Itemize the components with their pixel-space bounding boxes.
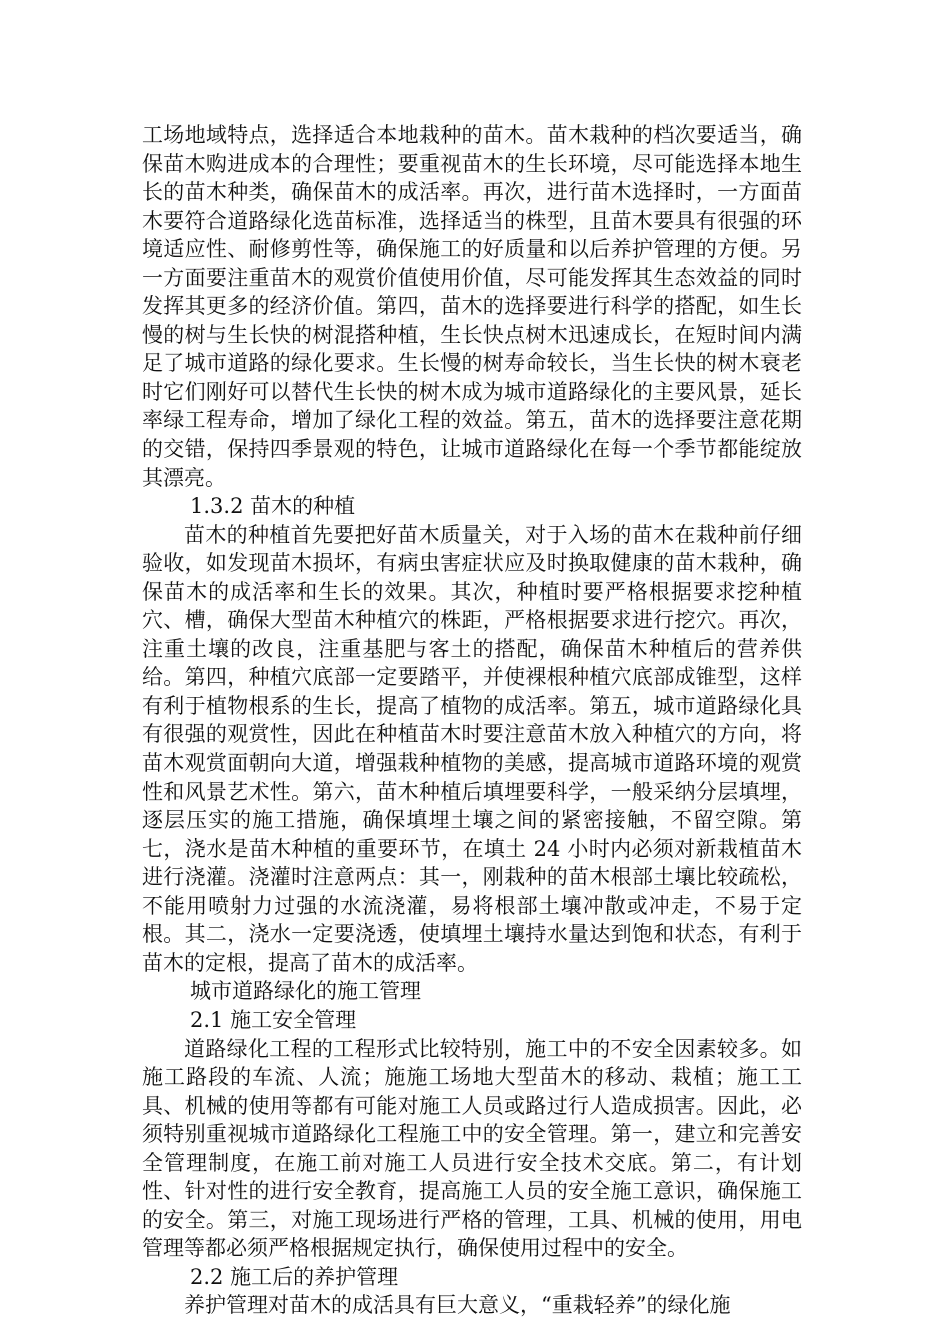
section-heading-1-3-2: 1.3.2 苗木的种植 [190,494,356,519]
section-heading-2-1: 2.1 施工安全管理 [190,1007,357,1032]
body-paragraph: 苗木的种植首先要把好苗木质量关，对于入场的苗木在栽种前仔细验收，如发现苗木损坏，有病虫害症状应及时换取健康的苗木栽种，确保苗木的成活率和生长的效果。其次，种植时要严格根据要求挖种植穴、槽，确保大型苗木种植穴的株距，严格根据要求进行挖穴。再次，注重土壤的改良，注重基肥与客土的搭配，确保苗木种植后的营养供给。第四，种植穴底部一定要踏平，并使裸根种植穴底部成锥型，这样有利于植物根系的生长，提高了植物的成活率。第五，城市道路绿化具有很强的观赏性，因此在种植苗木时要注意苗木放入种植穴的方向，将苗木观赏面朝向大道，增强栽种植物的美感，提高城市道路环境的观赏性和风景艺术性。第六，苗木种植后填埋要科学，一般采纳分层填埋，逐层压实的施工措施，确保填埋土壤之间的紧密接触，不留空隙。第七，浇水是苗木种植的重要环节，在填土 24 小时内必须对新栽植苗木进行浇灌。浇灌时注意两点：其一，刚栽种的苗木根部土壤比较疏松，不能用喷射力过强的水流浇灌，易将根部土壤冲散或冲走，不易于定根。其二，浇水一定要浇透，使填埋土壤持水量达到饱和状态，有利于苗木的定根，提高了苗木的成活率。 [142,522,802,975]
chapter-heading: 城市道路绿化的施工管理 [190,979,421,1004]
section-heading-2-2: 2.2 施工后的养护管理 [190,1264,399,1289]
body-paragraph: 养护管理对苗木的成活具有巨大意义，“重栽轻养”的绿化施 [184,1293,731,1318]
body-paragraph: 工场地域特点，选择适合本地栽种的苗木。苗木栽种的档次要适当，确保苗木购进成本的合理性；要重视苗木的生长环境，尽可能选择本地生长的苗木种类，确保苗木的成活率。再次，进行苗木选择时，一方面苗木要符合道路绿化选苗标准，选择适当的株型，且苗木要具有很强的环境适应性、耐修剪性等，确保施工的好质量和以后养护管理的方便。另一方面要注重苗木的观赏价值使用价值，尽可能发挥其生态效益的同时发挥其更多的经济价值。第四，苗木的选择要进行科学的搭配，如生长慢的树与生长快的树混搭种植，生长快点树木迅速成长，在短时间内满足了城市道路的绿化要求。生长慢的树寿命较长，当生长快的树木衰老时它们刚好可以替代生长快的树木成为城市道路绿化的主要风景，延长率绿工程寿命，增加了绿化工程的效益。第五，苗木的选择要注意花期的交错，保持四季景观的特色，让城市道路绿化在每一个季节都能绽放其漂亮。 [142,123,802,490]
document-page [142,121,802,1320]
body-paragraph: 道路绿化工程的工程形式比较特别，施工中的不安全因素较多。如施工路段的车流、人流；施施工场地大型苗木的移动、栽植；施工工具、机械的使用等都有可能对施工人员或路过行人造成损害。因此，必须特别重视城市道路绿化工程施工中的安全管理。第一，建立和完善安全管理制度，在施工前对施工人员进行安全技术交底。第二，有计划性、针对性的进行安全教育，提高施工人员的安全施工意识，确保施工的安全。第三，对施工现场进行严格的管理，工具、机械的使用，用电管理等都必须严格根据规定执行，确保使用过程中的安全。 [142,1036,802,1261]
